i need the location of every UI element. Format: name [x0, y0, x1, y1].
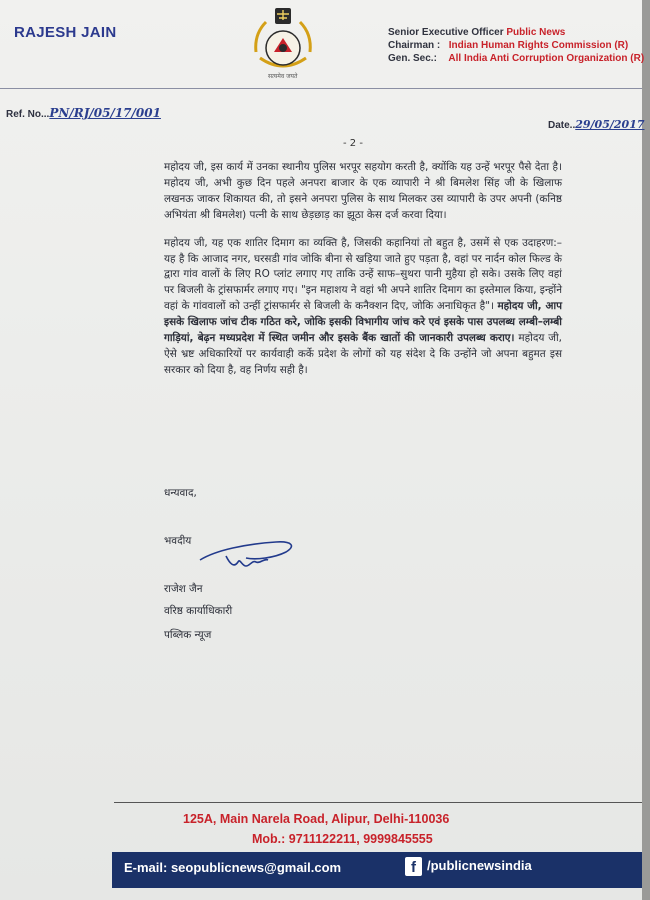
sender-titles	[388, 26, 644, 65]
date-value: 29/05/2017	[575, 118, 645, 131]
footer-email: E-mail: seopublicnews@gmail.com	[124, 860, 342, 875]
letter-body	[164, 160, 562, 391]
footer-divider	[114, 802, 642, 803]
letter-date: Date..29/05/2017	[548, 118, 645, 131]
public-news-label: Public News	[506, 27, 566, 38]
footer-facebook: /publicnewsindia	[427, 858, 532, 873]
footer-address: 125A, Main Narela Road, Alipur, Delhi-110036	[183, 812, 450, 826]
closing-salutation: भवदीय	[164, 535, 192, 547]
page-number: - 2 -	[343, 138, 363, 149]
footer-mobile: Mob.: 9711122211, 9999845555	[252, 832, 433, 846]
handwritten-signature	[196, 536, 300, 576]
reference-number: Ref. No...PN/RJ/05/17/001	[6, 106, 161, 120]
title-line-2: Chairman : Indian Human Rights Commission (R)	[388, 40, 629, 51]
paragraph-1: महोदय जी, इस कार्य में उनका स्थानीय पुलिस भरपूर सहयोग करती है, क्योंकि यह उन्हें भरपूर पैसे देता है। महोदय जी, अभी कुछ दिन पहले अनपरा बाजार के एक व्यापारी ने श्री बिमलेश सिंह जी के खिलाफ लखनऊ जाकर शिकायत की, तो इसने अनपरा पुलिस के साथ मिलकर उस व्यापारी के उपर अपनी (कनिष्ठ अभियंता श्री बिमलेश) पत्नी के साथ छेड़छाड़ का झूठा केस दर्ज करवा दिया।	[164, 161, 562, 221]
thanks-text: धन्यवाद,	[164, 487, 197, 499]
title-line-3: Gen. Sec.: All India Anti Corruption Organization (R)	[388, 53, 645, 64]
signatory-designation: वरिष्ठ कार्याधिकारी	[164, 605, 233, 617]
signatory-name: राजेश जैन	[164, 583, 203, 595]
sender-name: RAJESH JAIN	[14, 24, 117, 41]
bold-request: महोदय जी, आप इसके खिलाफ जांच टीक गठित करे, जोकि इसकी विभागीय जांच करे एवं इसके पास उपलब्ध लम्बी–लम्बी गाड़ियां, बेढ़न मध्यप्रदेश में स्थित जमीन और इसके बैंक खातों की जानकारी उपलब्ध कराए।	[164, 300, 562, 345]
signatory-organization: पब्लिक न्यूज	[164, 629, 212, 641]
header-divider	[0, 88, 642, 89]
facebook-icon: f	[405, 857, 422, 876]
title-line-1: Senior Executive Officer Public News	[388, 27, 566, 38]
emblem-logo	[246, 4, 320, 82]
paragraph-2: महोदय जी, यह एक शातिर दिमाग का व्यक्ति है, जिसकी कहानियां तो बहुत है, उसमें से एक उदाहरण:– यह है कि आजाद नगर, घरसडी गांव जोकि बीना से खड़िया जाते हुए पड़ता है, वहां पर नार्दन कोल फिल्ड के द्वारा गांव वालों के लिए RO प्लांट लगाए गए ताकि उन्हें साफ–सुथरा पानी मुहैया हो सके। उसके लिए वहां पर बिजली के ट्रांसफार्मर लगाए गए। "इन महाशय ने वहां भी अपने शातिर दिमाग का इस्तेमाल किया, इन्होंने वहां के गांववालों को उन्हीं ट्रांसफार्मर से बिजली के कनैक्शन दिए, जोकि अनाधिकृत है"। महोदय जी, आप इसके खिलाफ जांच टीक गठित करे, जोकि इसकी विभागीय जांच करे एवं इसके पास उपलब्ध लम्बी–लम्बी गाड़ियां, बेढ़न मध्यप्रदेश में स्थित जमीन और इसके बैंक खातों की जानकारी उपलब्ध कराए। महोदय जी, ऐसे भ्रष्ट अधिकारियों पर कार्यवाही कर्के प्रदेश के लोगों को यह संदेश दे कि उन्होंने जो अपना बहुमत इस सरकार को दिया है, वह निर्णय सही है।	[164, 236, 562, 376]
emblem-caption: सत्यमेव जयते	[268, 73, 298, 80]
reference-value: PN/RJ/05/17/001	[49, 106, 161, 120]
